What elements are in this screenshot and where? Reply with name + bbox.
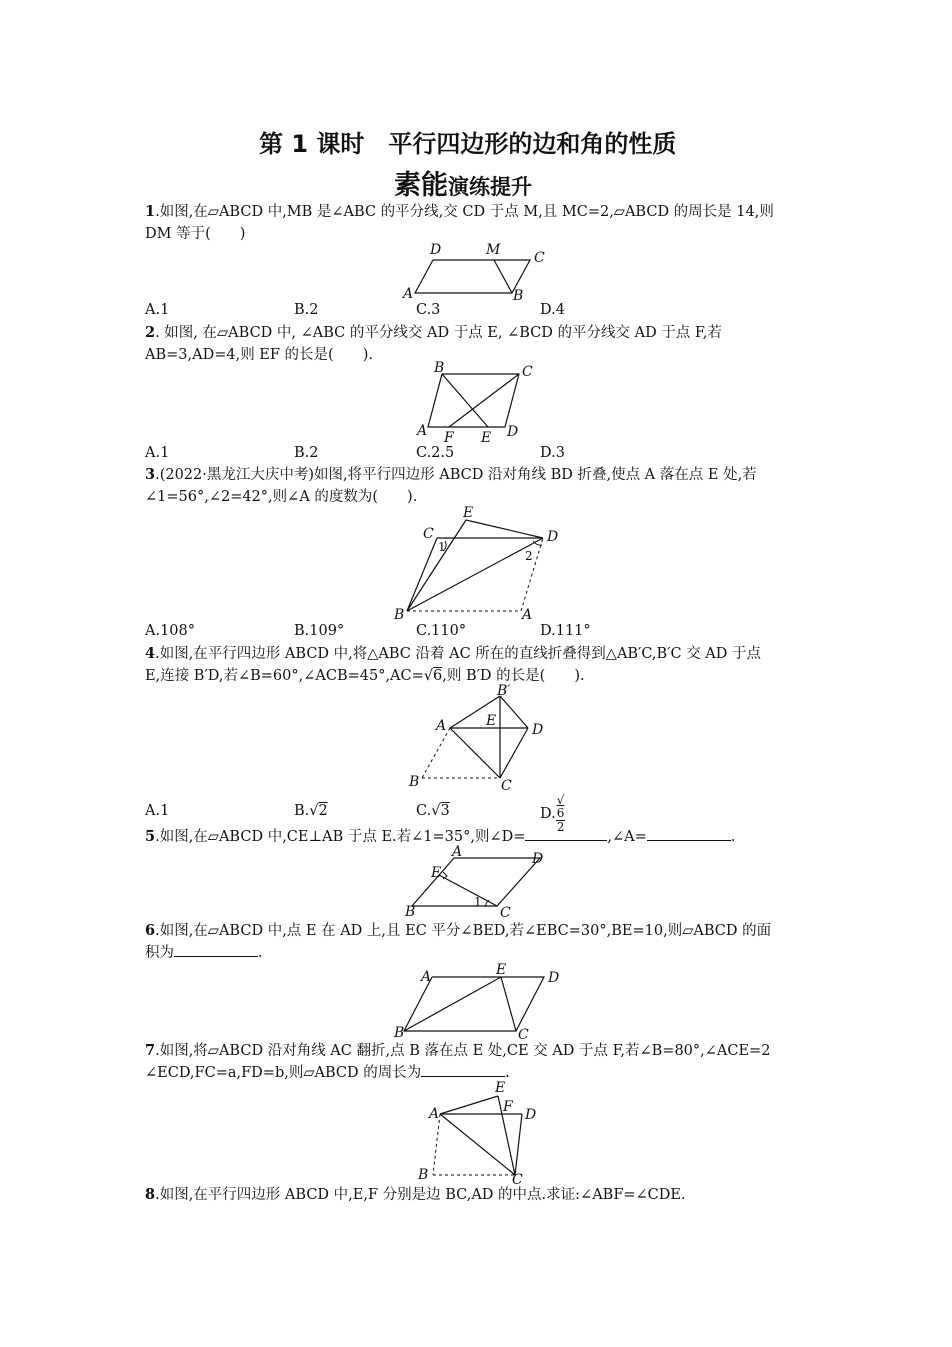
label-c: C [518,1027,529,1043]
label-d: D [547,529,559,545]
label-a: A [429,1106,440,1122]
segment-ec [501,977,516,1031]
label-e: E [496,962,507,978]
option-b: B.109° [294,623,345,639]
label-bprime: B′ [497,683,511,699]
figure-q7 [415,1080,545,1188]
segment-ac [450,728,500,778]
label-angle-1: 1 [438,540,446,554]
segment-ae [440,1096,498,1114]
question-text-line2: E,连接 B′D,若∠B=60°,∠ACB=45°,AC= [145,668,424,684]
option-c: C.√3 [416,803,450,819]
question-text-mid: ,∠A= [607,829,647,845]
label-a: A [452,844,463,860]
label-angle-2: 2 [525,549,533,563]
label-d: D [507,424,519,440]
label-e: E [486,713,497,729]
question-text-line2: AB=3,AD=4,则 EF 的长是( ). [145,347,373,363]
question-text-line2: ∠1=56°,∠2=42°,则∠A 的度数为( ). [145,489,418,505]
question-text-line2: 积为 [145,945,174,961]
question-number: 3 [145,466,156,483]
label-b: B [409,774,420,790]
label-c: C [501,778,512,794]
label-f: F [503,1099,513,1115]
label-d: D [525,1107,537,1123]
question-1 [145,201,774,245]
label-c: C [423,526,434,542]
figure-q4 [404,684,554,794]
option-d: D.3 [540,445,565,461]
label-b: B [418,1167,429,1183]
option-b: B.2 [294,445,319,461]
question-text: .如图,在▱ABCD 中,MB 是∠ABC 的平分线,交 CD 于点 M,且 MC=2,▱ABCD 的周长是 14,则 [155,204,774,220]
label-d: D [430,242,442,258]
section-heading [394,163,532,202]
label-b: B [434,360,445,376]
question-number: 7 [145,1042,156,1059]
label-d: D [548,970,560,986]
question-number: 1 [145,203,156,220]
option-d: D.4 [540,302,565,318]
answer-blank-d[interactable] [525,826,607,841]
option-b: B.√2 [294,803,328,819]
parallelogram-abcd [428,374,519,427]
page-title: 第 1 课时 平行四边形的边和角的性质 [259,130,677,158]
figure-q2 [412,362,542,444]
option-a: A.1 [145,302,170,318]
question-4: 4.如图,在平行四边形 ABCD 中,将△ABC 沿着 AC 所在的直线折叠得到△AB′C,B′C 交 AD 于点 E,连接 B′D,若∠B=60°,∠ACB=45°,AC=√6,则 B′D 的长是( ). [145,645,762,684]
question-number: 4 [145,645,156,662]
label-e: E [481,430,492,446]
figure-q1 [400,240,560,302]
label-e: E [495,1080,506,1096]
question-8 [145,1184,686,1206]
figure-q6 [394,963,564,1043]
right-angle-mark [443,872,447,879]
label-d: D [532,722,544,738]
question-text-line2: ∠ECD,FC=a,FD=b,则▱ABCD 的周长为 [145,1065,422,1081]
option-a: A.1 [145,445,170,461]
question-number: 6 [145,922,156,939]
question-7 [145,1040,770,1084]
question-text-end: . [730,829,736,845]
question-6 [145,920,771,964]
section-heading-big: 素能 [394,170,448,201]
figure-q3 [393,503,563,621]
question-number: 2 [145,324,156,341]
fraction: √ 6 2 [556,793,565,834]
label-e: E [431,865,442,881]
segment-ab-dashed [433,1114,440,1175]
label-c: C [522,364,533,380]
option-c: C.110° [416,623,467,639]
option-d: D.111° [540,623,591,639]
option-a: A.108° [145,623,196,639]
segment-dc [515,1114,522,1175]
segment-be [442,374,488,427]
label-m: M [486,242,501,258]
question-text: .如图,在平行四边形 ABCD 中,将△ABC 沿着 AC 所在的直线折叠得到△AB′C,B′C 交 AD 于点 [155,646,762,662]
answer-blank-a[interactable] [647,826,731,841]
segment-bpd [500,696,528,728]
question-number: 8 [145,1186,156,1203]
figure-q5 [405,844,552,921]
label-b: B [405,904,416,920]
label-angle-1: 1 [474,895,482,909]
question-text: .如图,在▱ABCD 中,点 E 在 AD 上,且 EC 平分∠BED,若∠EBC=30°,BE=10,则▱ABCD 的面 [155,923,772,939]
label-a: A [522,607,533,623]
question-number: 5 [145,828,156,845]
question-text: .如图,将▱ABCD 沿对角线 AC 翻折,点 B 落在点 E 处,CE 交 AD 于点 F,若∠B=80°,∠ACE=2 [155,1043,771,1059]
segment-cf [449,374,519,427]
section-heading-small: 演练提升 [448,175,532,199]
label-a: A [436,718,447,734]
question-text: .如图,在▱ABCD 中,CE⊥AB 于点 E.若∠1=35°,则∠D= [155,829,526,845]
sqrt-value: 6 [433,668,443,684]
label-f: F [444,430,454,446]
segment-dc [500,728,528,778]
answer-blank-area[interactable] [174,942,258,957]
label-a: A [403,286,414,302]
segment-ce [439,875,497,906]
segment-mb [494,260,512,293]
label-e: E [463,505,474,521]
label-d: D [532,851,544,867]
label-b: B [394,607,405,623]
option-a: A.1 [145,803,170,819]
label-b: B [394,1025,405,1041]
label-a: A [421,969,432,985]
label-b: B [513,288,524,304]
answer-blank-perimeter[interactable] [421,1062,505,1077]
question-text-end: . [258,945,263,961]
segment-bd [407,538,543,611]
question-text: .如图,在平行四边形 ABCD 中,E,F 分别是边 BC,AD 的中点.求证:∠ABF=∠CDE. [155,1187,686,1203]
question-text: .(2022·黑龙江大庆中考)如图,将平行四边形 ABCD 沿对角线 BD 折叠,使点 A 落在点 E 处,若 [155,467,757,483]
label-c: C [512,1172,523,1188]
question-text-line2: DM 等于( ) [145,226,246,242]
question-3 [145,464,757,508]
segment-ab-dashed [422,728,450,778]
option-c: C.2.5 [416,445,455,461]
question-text-line2-end: ,则 B′D 的长是( ). [442,668,585,684]
option-c: C.3 [416,302,441,318]
label-c: C [534,250,545,266]
segment-cb [407,538,437,611]
label-c: C [500,905,511,921]
segment-ed [466,520,543,538]
option-d: D. √ 6 2 [540,793,565,834]
question-text: . 如图, 在▱ABCD 中, ∠ABC 的平分线交 AD 于点 E, ∠BCD 的平分线交 AD 于点 F,若 [155,325,722,341]
label-a: A [417,423,428,439]
question-text-end: . [505,1065,510,1081]
segment-be [407,520,466,611]
option-b: B.2 [294,302,319,318]
parallelogram-abcd [404,977,544,1031]
